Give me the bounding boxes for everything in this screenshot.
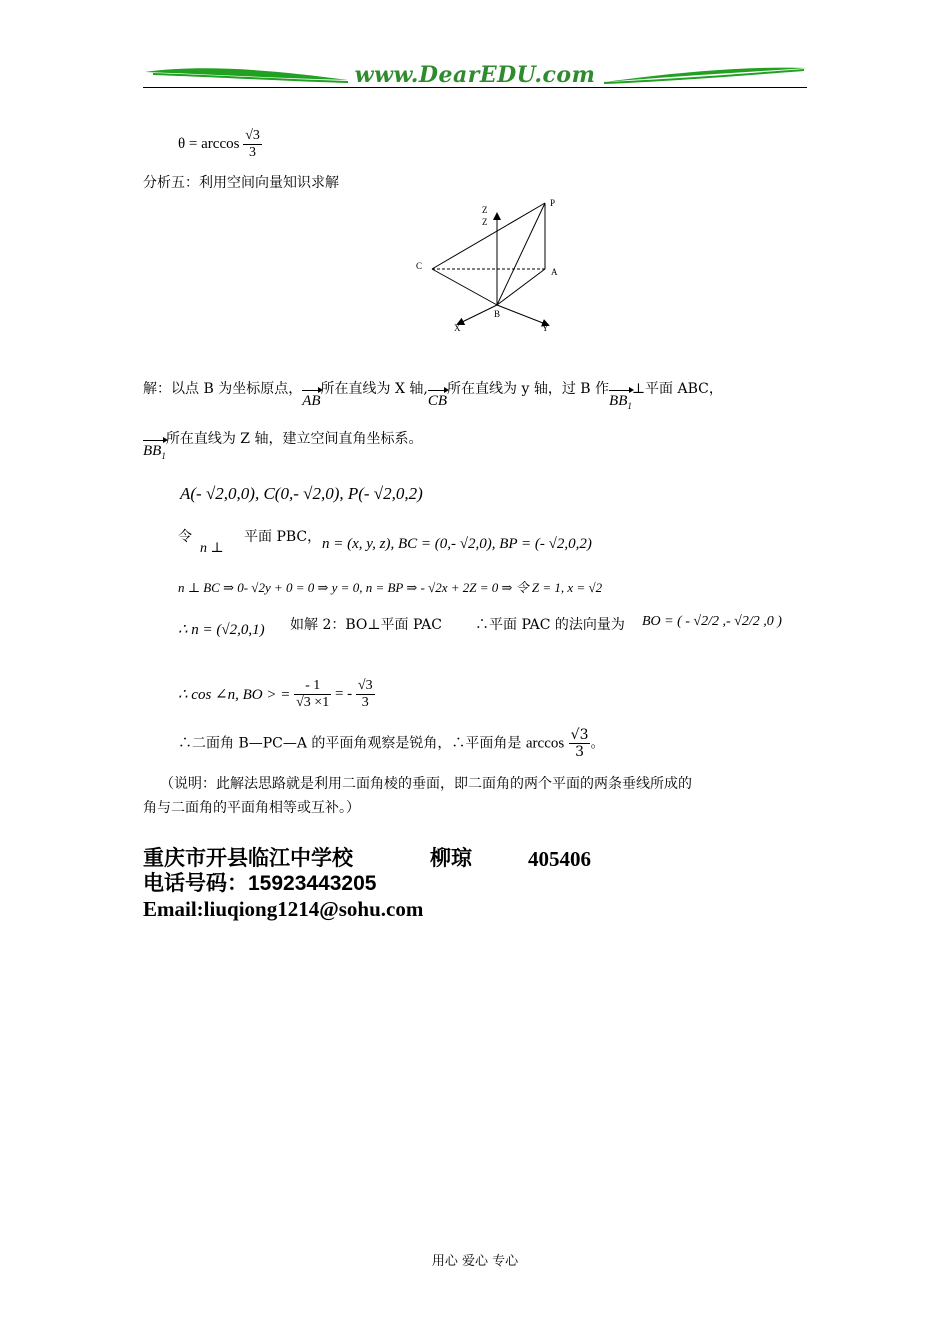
conclusion-frac <box>569 727 591 760</box>
cos-num-1: - 1 <box>294 678 331 695</box>
author-zip: 405406 <box>528 847 591 871</box>
solution-line-2 <box>143 430 423 461</box>
vec-cb: CB <box>427 393 448 409</box>
theta-num: √3 <box>245 128 260 143</box>
author-email: Email:liuqiong1214@sohu.com <box>143 897 424 921</box>
page-footer: 用心 爱心 专心 <box>431 1254 519 1269</box>
cos-eq: = - <box>334 686 353 702</box>
cos-num-2: √3 <box>357 678 373 693</box>
derivation-line: n ⊥ BC ⇒ 0- √2y + 0 = 0 ⇒ y = 0, n = BP ⇒ - √2x + 2Z = 0 ⇒ 令 Z = 1, x = √2 <box>178 580 603 595</box>
site-logo-text: www.DearEDU.com <box>354 62 596 88</box>
sol-text-c: 所在直线为 y 轴，过 B 作 <box>447 381 610 397</box>
cos-frac-1 <box>294 678 331 711</box>
label-p: P <box>550 198 556 208</box>
point-coordinates: A(- √2,0,0), C(0,- √2,0), P(- √2,0,2) <box>180 484 423 503</box>
geometry-diagram <box>408 194 588 339</box>
label-c: C <box>416 261 423 271</box>
theta-fraction <box>243 128 262 161</box>
label-z1: Z <box>482 205 488 215</box>
sol-text-d: ⊥平面 ABC， <box>631 381 723 397</box>
leaf-decoration-left <box>143 62 353 88</box>
author-name: 柳琼 <box>430 847 472 870</box>
note-line-1: （说明：此解法思路就是利用二面角棱的垂面，即二面角的两个平面的两条垂线所成的 <box>160 776 692 792</box>
author-phone: 电话号码：15923443205 <box>143 872 377 895</box>
conclusion-num: √3 <box>570 727 589 743</box>
ling-line <box>178 528 192 546</box>
vec-bb1-sub: 1 <box>627 401 632 411</box>
vec-bb1-text: BB <box>609 393 628 409</box>
conclusion-line <box>178 727 604 760</box>
label-y: Y <box>542 323 549 333</box>
therefore-n: ∴ n = (√2,0,1) <box>178 622 265 638</box>
vec-bb1-2 <box>143 442 166 465</box>
header-banner <box>143 62 807 92</box>
n-perp: n ⊥ <box>200 541 224 556</box>
normal-vector-text: ∴平面 PAC 的法向量为 <box>475 617 625 633</box>
header-rule <box>143 87 807 88</box>
conclusion-den: 3 <box>575 744 585 760</box>
ling-text: 令 <box>178 529 192 545</box>
plane-pbc: 平面 PBC， <box>244 529 322 545</box>
author-school: 重庆市开县临江中学校 <box>143 847 353 870</box>
label-a: A <box>551 267 558 277</box>
label-z2: Z <box>482 217 488 227</box>
vec-bb1-2-text: BB <box>143 443 162 459</box>
sol-text-line2: 所在直线为 Z 轴，建立空间直角坐标系。 <box>165 431 423 447</box>
conclusion-arccos: arccos <box>525 735 565 752</box>
label-b: B <box>494 309 501 319</box>
n-definition: n = (x, y, z), BC = (0,- √2,0), BP = (- √2,0,2) <box>322 536 592 552</box>
theta-formula <box>178 128 262 161</box>
vec-ab: AB <box>302 393 321 409</box>
conclusion-end: 。 <box>590 735 605 752</box>
jie2-text: 如解 2：BO⊥平面 PAC <box>290 617 442 633</box>
leaf-decoration-right <box>599 62 809 88</box>
sol-text-b: 所在直线为 X 轴, <box>320 381 428 397</box>
cos-den-1: √3 ×1 <box>296 695 330 710</box>
solution-line-1 <box>143 380 723 411</box>
vec-bb1 <box>609 392 632 415</box>
conclusion-text: ∴二面角 B—PC—A 的平面角观察是锐角，∴平面角是 <box>178 735 522 752</box>
cos-frac-2 <box>356 678 375 711</box>
theta-lhs: θ = arccos <box>178 136 240 152</box>
bo-vector-expr: BO = ( - √2/2 ,- √2/2 ,0 ) <box>642 614 782 629</box>
cos-lhs: ∴ cos ∠n, BO > = <box>178 687 291 703</box>
cos-line <box>178 678 375 711</box>
analysis-title: 分析五：利用空间向量知识求解 <box>143 175 339 191</box>
label-x: X <box>454 323 461 333</box>
cos-den-2: 3 <box>361 695 369 710</box>
vec-bb1-2-sub: 1 <box>161 451 166 461</box>
note-line-2: 角与二面角的平面角相等或互补。） <box>143 800 360 816</box>
bo-vector <box>642 614 782 630</box>
theta-den: 3 <box>249 145 257 160</box>
sol-text-a: 解：以点 B 为坐标原点， <box>143 381 303 397</box>
